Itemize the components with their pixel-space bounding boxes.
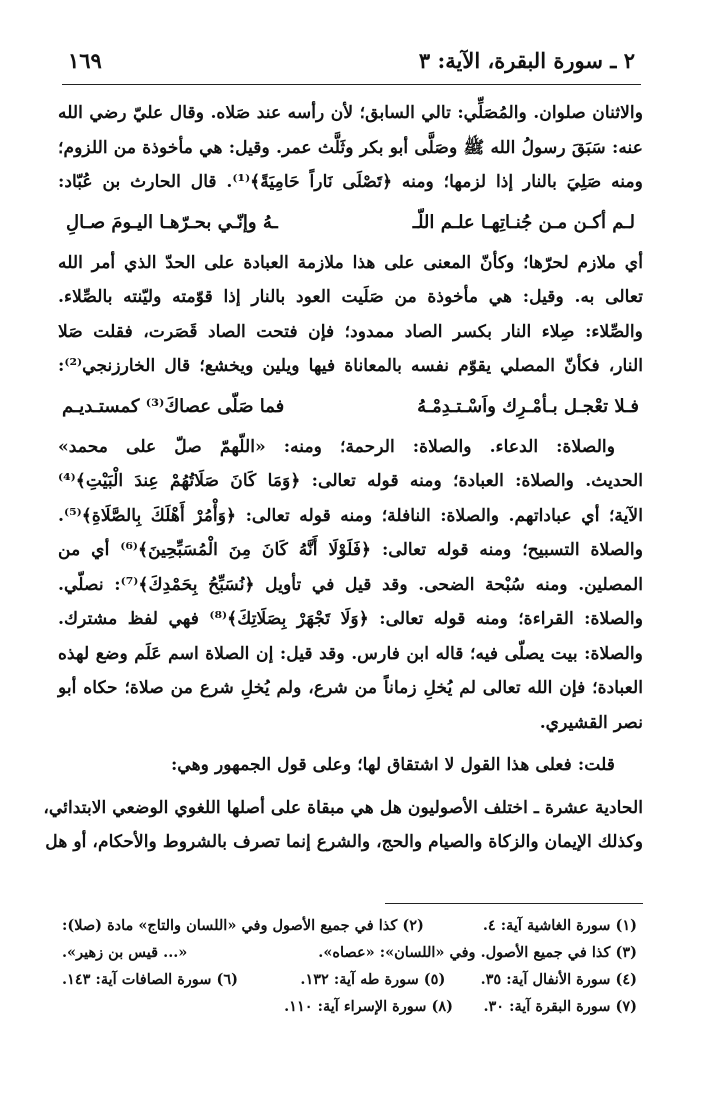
main-text	[43, 96, 643, 860]
footnote-7: (٧) سورة البقرة آية: ٣٠.	[483, 998, 637, 1015]
verse-first-hemistich: فـلا تعْجـل بـأمْـرِك واَسْـتـدِمْـهُ	[417, 395, 639, 417]
header-divider	[62, 84, 641, 85]
footnote-row	[62, 993, 637, 1020]
verse-second-hemistich: فما صَلّى عصاكَ⁽³⁾ كمستـديـم	[62, 395, 285, 417]
footnote-6: (٦) سورة الصافات آية: ١٤٣.	[61, 971, 239, 988]
footnote-row	[62, 966, 637, 993]
text-line: والصلاة: الدعاء. والصلاة: الرحمة؛ ومنه: «اللّهمّ صلّ على محمد»	[58, 436, 615, 457]
footnote-3: (٣) كذا في جميع الأصول. وفي «اللسان»: «عصاه».	[318, 944, 637, 961]
text-line: تعالى به. وقيل: هي مأخوذة من صَلَيت العود بالنار إذا قوّمته وليّنته بالصِّلاء.	[58, 287, 643, 307]
footnote-8: (٨) سورة الإسراء آية: ١١٠.	[284, 998, 453, 1015]
text-line: الحديث. والصلاة: العبادة؛ ومنه قوله تعالى: ﴿وَمَا كَانَ صَلَاتُهُمْ عِندَ الْبَيْتِ﴾⁽⁴⁾	[58, 471, 643, 491]
text-line	[43, 791, 643, 826]
poem-verse-2	[58, 384, 643, 430]
text-line: ومنه صَلِيَ بالنار إذا لزمها؛ ومنه ﴿تَصْلَى نَاراً حَامِيَةً﴾⁽¹⁾. قال الحارث بن عُبّاد:	[58, 172, 643, 192]
text-line: الآية؛ أي عباداتهم. والصلاة: النافلة؛ ومنه قوله تعالى: ﴿وَأْمُرْ أَهْلَكَ بِالصَّلَاةِ﴾⁽⁵⁾.	[58, 505, 643, 526]
section-text: اختلف الأصوليون هل هي مبقاة على أصلها اللغوي الوضعي الابتدائي،	[43, 797, 528, 818]
running-title: ٢ ـ سورة البقرة، الآية: ٣	[418, 47, 635, 73]
footnote-2-continued: «... قيس بن زهير».	[62, 944, 188, 961]
page-header	[68, 44, 635, 76]
text-line: والاثنان صلوان. والمُصَلِّي: تالي السابق؛ لأن رأسه عند صَلاه. وقال عليّ رضي الله	[58, 103, 643, 123]
text-line: النار، فكأنّ المصلي يقوّم نفسه بالمعاناة فيها ويلين ويخشع؛ قال الخارزنجي⁽²⁾:	[58, 356, 643, 376]
text-line: نصر القشيري.	[539, 712, 643, 733]
text-line: والصلاة: القراءة؛ ومنه قوله تعالى: ﴿وَلَا تَجْهَرْ بِصَلَاتِكَ﴾⁽⁸⁾ فهي لفظ مشترك.	[58, 609, 643, 629]
footnote-row	[62, 939, 637, 966]
text-line: العبادة؛ فإن الله تعالى لم يُخلِ زماناً من شرع، ولم يُخلِ شرع من صلاة؛ حكاه أبو	[58, 678, 643, 698]
footnote-2: (٢) كذا في جميع الأصول وفي «اللسان والتاج» مادة (صلا):	[62, 917, 424, 934]
text-line: والصلاة: بيت يصلّى فيه؛ قاله ابن فارس. وقد قيل: إن الصلاة اسم عَلَم وضع لهذه	[58, 643, 643, 664]
footnote-row	[62, 912, 637, 939]
poem-verse-1	[58, 200, 643, 246]
footnote-5: (٥) سورة طه آية: ١٣٢.	[300, 971, 446, 988]
text-line: قلت: فعلى هذا القول لا اشتقاق لها؛ وعلى قول الجمهور وهي:	[170, 755, 615, 775]
verse-second-hemistich: ـهُ وإنّـي بحـرّهـا اليـومَ صـالِ	[66, 211, 278, 233]
verse-first-hemistich: لـم أكـن مـن جُنـاتِهـا علـم اللّـ	[412, 211, 635, 233]
footnote-divider	[385, 903, 643, 904]
page-number: ١٦٩	[68, 47, 102, 73]
text-line: والصِّلاء: صِلاء النار بكسر الصاد ممدود؛ فإن فتحت الصاد قَصَرت، فقلت صَلا	[58, 321, 643, 342]
footnotes	[62, 912, 637, 1020]
section-heading: الحادية عشرة ـ	[533, 797, 643, 818]
text-line: والصلاة التسبيح؛ ومنه قوله تعالى: ﴿فَلَوْلَا أَنَّهُ كَانَ مِنَ الْمُسَبِّحِينَ﴾⁽⁶⁾ أي من	[58, 540, 643, 560]
text-line: عنه: سَبَقَ رسولُ الله ﷺ وصَلَّى أبو بكر وثَلَّث عمر. وقيل: هي مأخوذة من اللزوم؛	[58, 137, 643, 158]
text-line: المصلين. ومنه سُبْحة الضحى. وقد قيل في تأويل ﴿نُسَبِّحُ بِحَمْدِكَ﴾⁽⁷⁾: نصلّي.	[58, 574, 643, 595]
footnote-4: (٤) سورة الأنفال آية: ٣٥.	[480, 971, 637, 988]
paragraph-gap	[58, 740, 643, 748]
footnote-1: (١) سورة الغاشية آية: ٤.	[482, 917, 637, 934]
text-line: أي ملازم لحرّها؛ وكأنّ المعنى على هذا ملازمة العبادة على الحدّ الذي أمر الله	[58, 252, 643, 273]
text-line: وكذلك الإيمان والزكاة والصيام والحج، والشرع إنما تصرف بالشروط والأحكام، أو هل	[45, 832, 643, 852]
paragraph-gap	[58, 783, 643, 791]
